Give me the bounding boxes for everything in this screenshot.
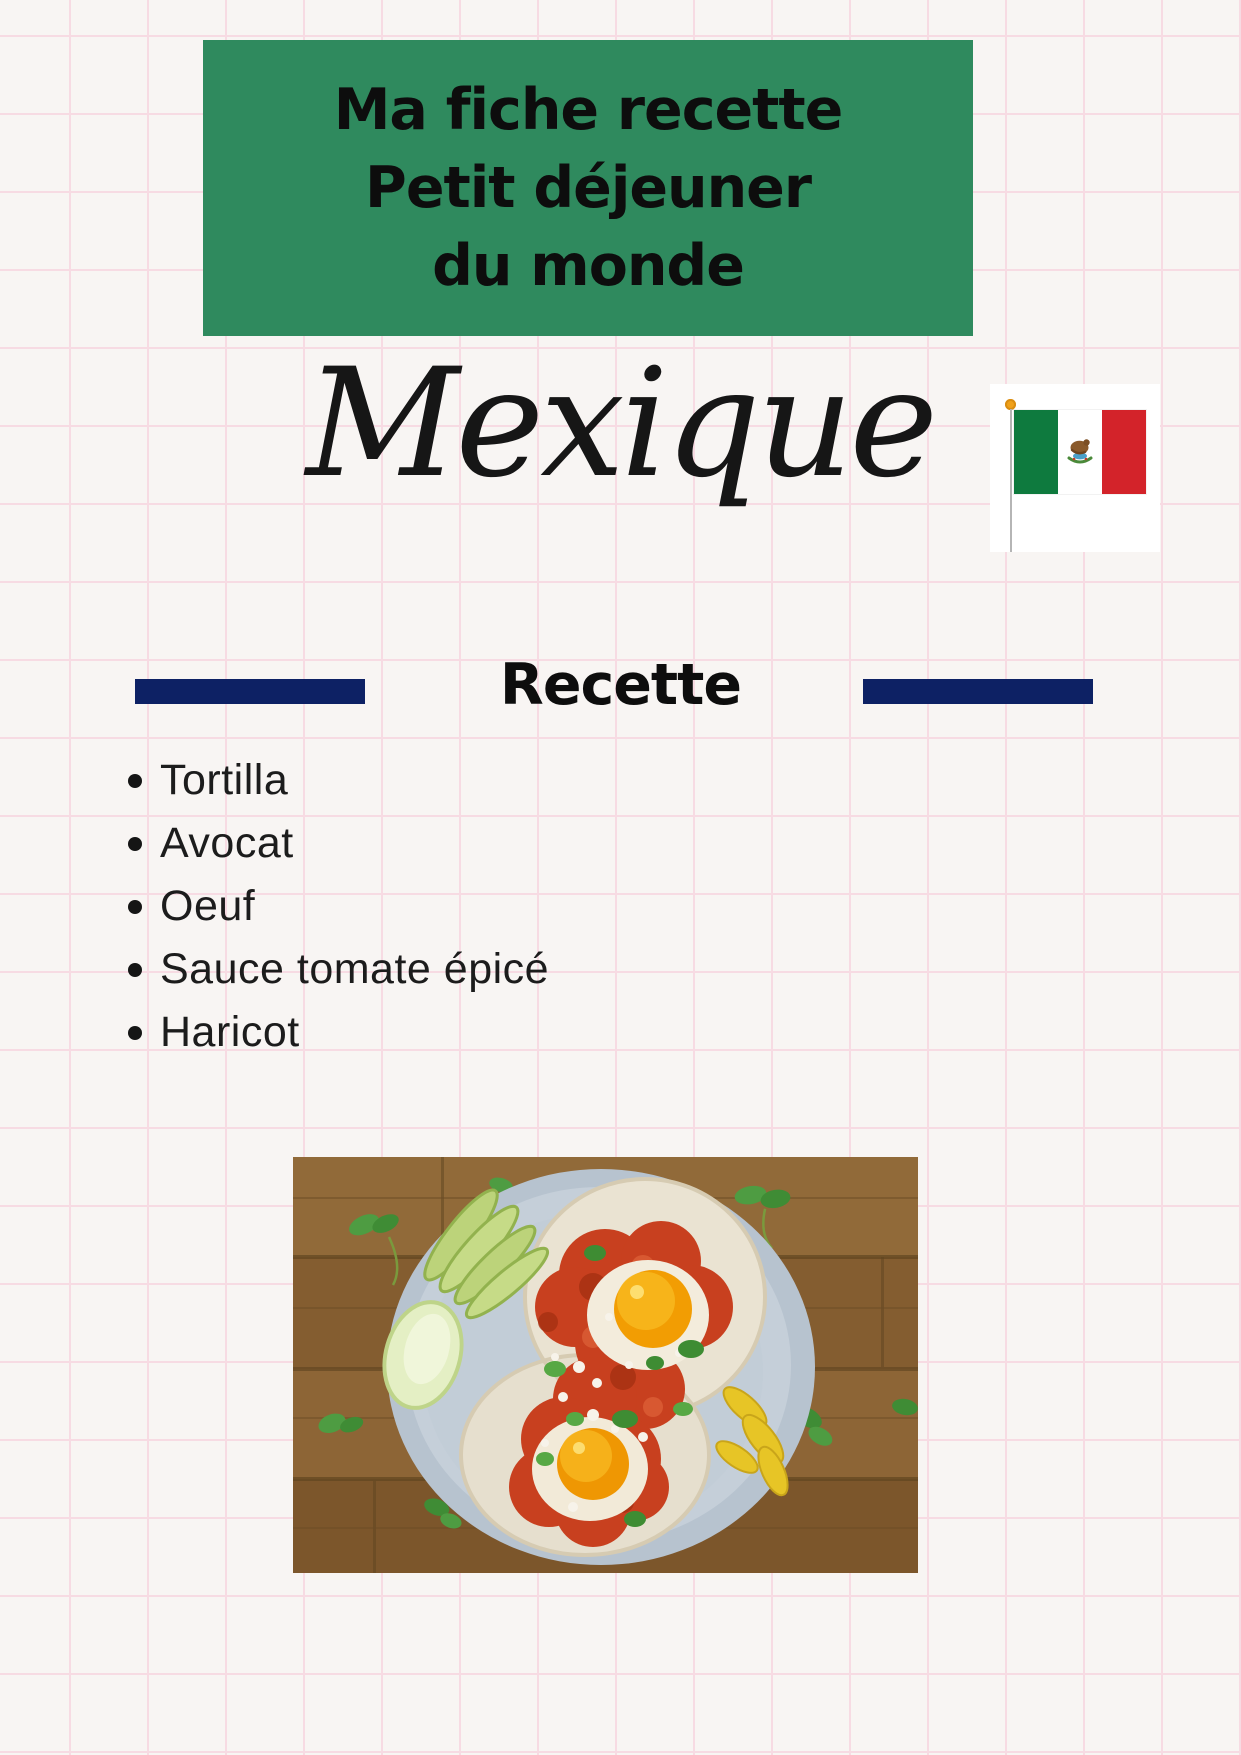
flag-green-stripe xyxy=(1014,410,1058,494)
bullet-icon xyxy=(128,837,142,851)
bullet-icon xyxy=(128,963,142,977)
mexico-flag-image xyxy=(990,384,1160,552)
page-title-line-2: Petit déjeuner xyxy=(365,155,811,221)
ingredient-label: Avocat xyxy=(160,819,294,867)
flag-eagle-emblem-icon xyxy=(1064,435,1096,469)
list-item xyxy=(128,875,549,938)
list-item xyxy=(128,938,549,1001)
bullet-icon xyxy=(128,774,142,788)
country-name: Mexique xyxy=(305,337,935,511)
bullet-icon xyxy=(128,1026,142,1040)
ingredient-label: Haricot xyxy=(160,1008,300,1056)
section-title: Recette xyxy=(499,652,742,718)
recipe-photo xyxy=(293,1157,918,1573)
flag-red-stripe xyxy=(1102,410,1146,494)
header-banner xyxy=(203,40,973,336)
flag-pole xyxy=(1010,409,1012,552)
ingredient-label: Tortilla xyxy=(160,756,289,804)
list-item xyxy=(128,1001,549,1064)
page-title-line-1: Ma fiche recette xyxy=(333,77,843,143)
page-title-line-3: du monde xyxy=(432,233,744,299)
ingredient-label: Sauce tomate épicé xyxy=(160,945,550,993)
bullet-icon xyxy=(128,900,142,914)
ingredients-list xyxy=(128,749,549,1064)
ingredient-label: Oeuf xyxy=(160,882,256,930)
recipe-photo-illustration xyxy=(293,1157,918,1573)
list-item xyxy=(128,749,549,812)
list-item xyxy=(128,812,549,875)
heading-bar-right xyxy=(863,679,1093,704)
